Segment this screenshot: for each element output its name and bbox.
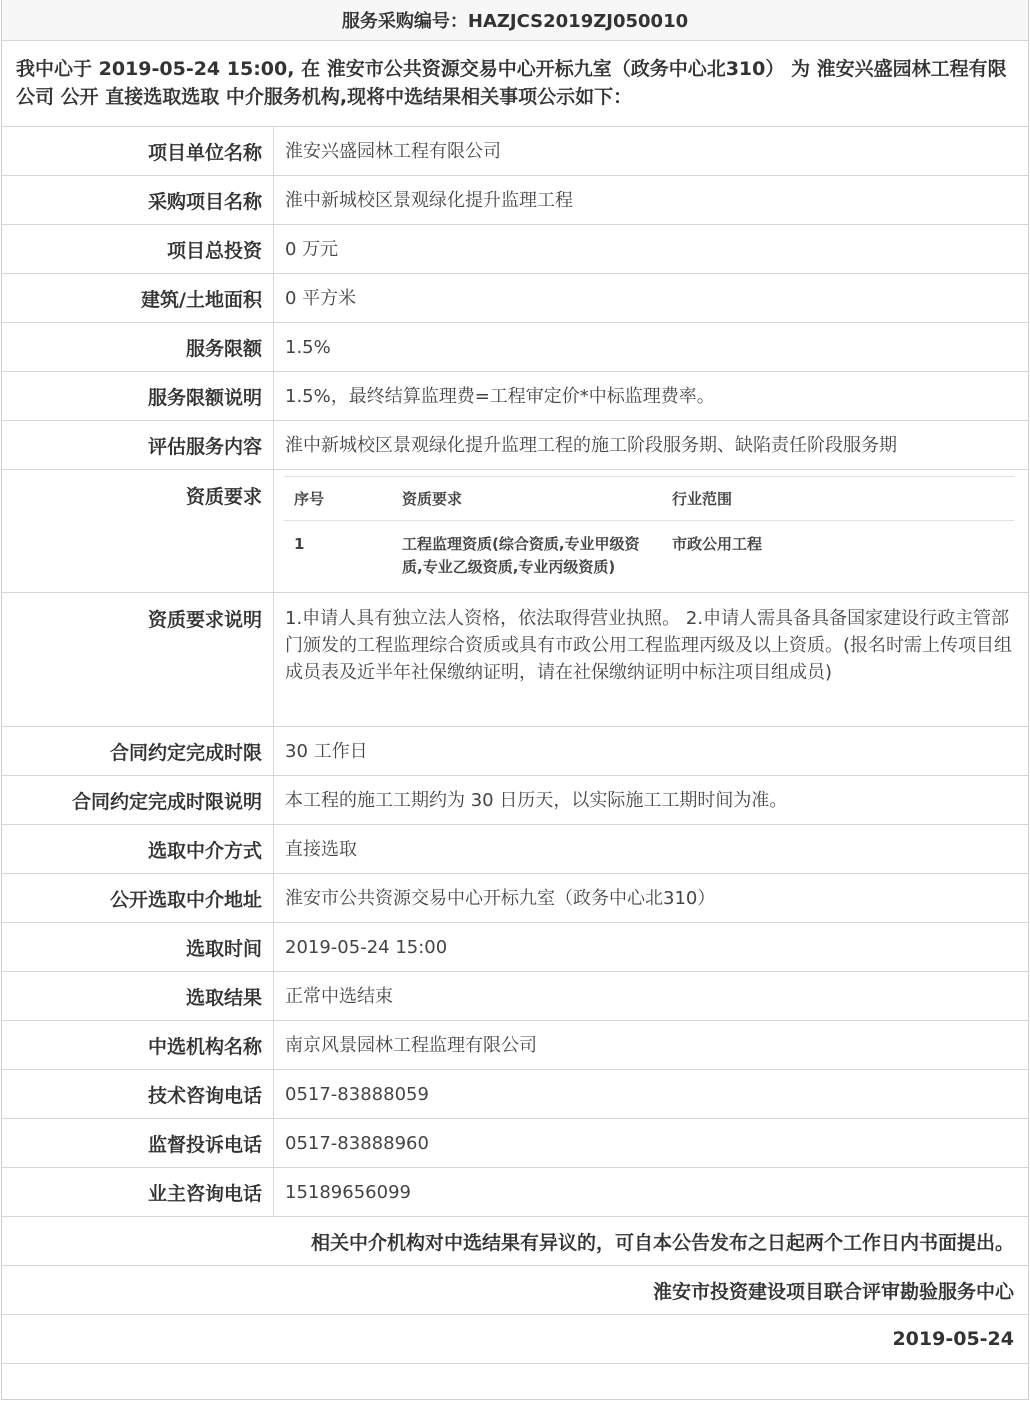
- field-label: 监督投诉电话: [2, 1119, 274, 1167]
- intro-paragraph: 我中心于 2019-05-24 15:00, 在 淮安市公共资源交易中心开标九室（政务中心北310） 为 淮安兴盛园林工程有限公司 公开 直接选取选取 中介服务机构,现将中选结果相关事项公示如下：: [2, 40, 1028, 126]
- field-label: 建筑/土地面积: [2, 274, 274, 322]
- field-label: 资质要求说明: [2, 593, 274, 726]
- field-value: 0517-83888059: [285, 1083, 429, 1105]
- row-tech-phone: [2, 1069, 1028, 1118]
- field-label: 采购项目名称: [2, 176, 274, 224]
- table-cell: 1: [294, 535, 305, 553]
- row-selection-time: [2, 922, 1028, 971]
- field-label: 选取时间: [2, 923, 274, 971]
- field-label: 项目总投资: [2, 225, 274, 273]
- field-value: 淮中新城校区景观绿化提升监理工程: [285, 189, 573, 211]
- field-value: 淮安兴盛园林工程有限公司: [285, 140, 501, 162]
- field-value: 1.申请人具有独立法人资格，依法取得营业执照。 2.申请人需具备具备国家建设行政主管部门颁发的工程监理综合资质或具有市政公用工程监理丙级及以上资质。(报名时需上传项目组成员表及近半年社保缴纳证明，请在社保缴纳证明中标注项目组成员): [285, 608, 1013, 683]
- row-supervision-phone: [2, 1118, 1028, 1167]
- field-value: 正常中选结束: [285, 985, 393, 1007]
- row-unit-name: [2, 126, 1028, 175]
- field-value: 15189656099: [285, 1181, 411, 1203]
- row-service-limit: [2, 322, 1028, 371]
- row-selected-org: [2, 1020, 1028, 1069]
- field-label: 中选机构名称: [2, 1021, 274, 1069]
- field-label: 合同约定完成时限: [2, 727, 274, 775]
- table-row: [284, 521, 1014, 580]
- field-label: 业主咨询电话: [2, 1168, 274, 1216]
- row-selection-result: [2, 971, 1028, 1020]
- field-value: 直接选取: [285, 838, 357, 860]
- qualification-table: [284, 476, 1014, 579]
- field-label: 选取结果: [2, 972, 274, 1020]
- field-value: 1.5%，最终结算监理费=工程审定价*中标监理费率。: [285, 385, 715, 407]
- qualification-table-container: [274, 470, 1028, 592]
- page-title: 服务采购编号：HAZJCS2019ZJ050010: [2, 0, 1028, 40]
- field-label: 资质要求: [2, 470, 274, 592]
- field-value: 淮安市公共资源交易中心开标九室（政务中心北310）: [285, 887, 716, 909]
- row-qualification: [2, 469, 1028, 592]
- field-label: 选取中介方式: [2, 825, 274, 873]
- row-selection-method: [2, 824, 1028, 873]
- field-value: 南京风景园林工程监理有限公司: [285, 1034, 537, 1056]
- column-header: 序号: [294, 490, 325, 508]
- field-value: 淮中新城校区景观绿化提升监理工程的施工阶段服务期、缺陷责任阶段服务期: [285, 434, 897, 456]
- row-contract-period: [2, 726, 1028, 775]
- row-selection-address: [2, 873, 1028, 922]
- row-owner-phone: [2, 1167, 1028, 1216]
- field-label: 合同约定完成时限说明: [2, 776, 274, 824]
- row-contract-period-note: [2, 775, 1028, 824]
- row-total-investment: [2, 224, 1028, 273]
- field-label: 评估服务内容: [2, 421, 274, 469]
- issuer-name: 淮安市投资建设项目联合评审勘验服务中心: [2, 1265, 1028, 1314]
- field-value: 0517-83888960: [285, 1132, 429, 1154]
- row-service-limit-note: [2, 371, 1028, 420]
- field-label: 项目单位名称: [2, 127, 274, 175]
- table-header-row: [284, 477, 1014, 521]
- column-header: 行业范围: [672, 490, 733, 508]
- field-label: 公开选取中介地址: [2, 874, 274, 922]
- field-label: 技术咨询电话: [2, 1070, 274, 1118]
- field-label: 服务限额: [2, 323, 274, 371]
- row-qualification-note: [2, 592, 1028, 726]
- field-label: 服务限额说明: [2, 372, 274, 420]
- announcement-page: [1, 0, 1029, 1400]
- empty-bottom-row: [2, 1363, 1028, 1391]
- row-project-name: [2, 175, 1028, 224]
- column-header: 资质要求: [402, 490, 463, 508]
- objection-note: 相关中介机构对中选结果有异议的，可自本公告发布之日起两个工作日内书面提出。: [2, 1216, 1028, 1265]
- field-value: 30 工作日: [285, 740, 368, 762]
- table-cell: 市政公用工程: [672, 535, 763, 553]
- table-cell: 工程监理资质(综合资质,专业甲级资质,专业乙级资质,专业丙级资质): [402, 535, 640, 576]
- issue-date: 2019-05-24: [2, 1314, 1028, 1363]
- row-area: [2, 273, 1028, 322]
- row-service-content: [2, 420, 1028, 469]
- field-value: 2019-05-24 15:00: [285, 936, 448, 958]
- field-value: 1.5%: [285, 336, 331, 358]
- field-value: 本工程的施工工期约为 30 日历天，以实际施工工期时间为准。: [285, 789, 788, 811]
- field-value: 0 平方米: [285, 287, 357, 309]
- field-value: 0 万元: [285, 238, 339, 260]
